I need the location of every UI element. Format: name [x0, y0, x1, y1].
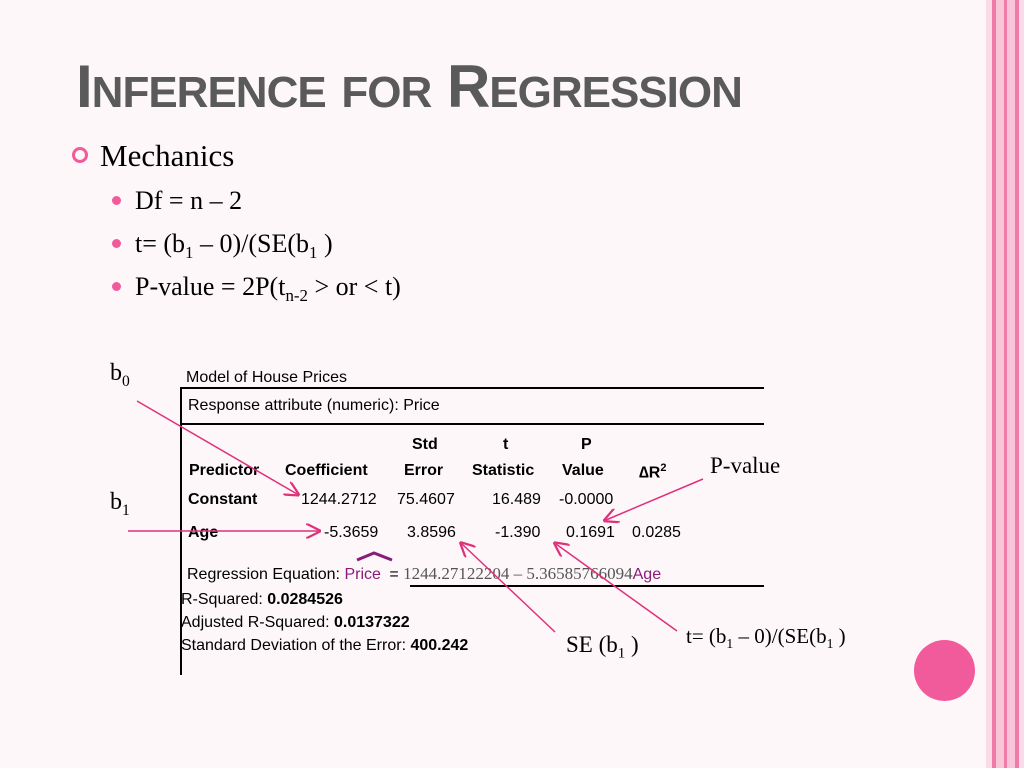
model-title: Model of House Prices: [186, 369, 347, 386]
row-age-std-error: 3.8596: [407, 524, 456, 541]
header-coefficient: Coefficient: [285, 462, 368, 479]
row-constant-coefficient: 1244.2712: [301, 491, 377, 508]
arrow-b0: [137, 401, 297, 494]
arrow-pvalue: [606, 479, 703, 520]
header-t: t: [503, 436, 509, 453]
row-age-predictor: Age: [188, 524, 219, 541]
bullet-mechanics-text: Mechanics: [100, 138, 235, 173]
sub-bullet-pvalue: P-value = $2P(t_{n-2}$ > or < t): [112, 272, 401, 306]
row-age-p: 0.1691: [566, 524, 615, 541]
label-se: SE ($b_1$ ): [566, 632, 639, 662]
title-word-2: FOR: [341, 68, 432, 117]
row-age-coefficient: -5.3659: [324, 524, 379, 541]
row-constant-std-error: 75.4607: [397, 491, 455, 508]
decorative-circle: [914, 640, 975, 701]
adjusted-r-squared: Adjusted R-Squared: 0.0137322: [181, 614, 410, 631]
hat-mark: [357, 553, 392, 560]
header-predictor: Predictor: [189, 462, 260, 479]
row-constant-p: -0.0000: [559, 491, 614, 508]
row-age-delta-r2: 0.0285: [632, 524, 681, 541]
row-constant-predictor: Constant: [188, 491, 258, 508]
header-p: P: [581, 436, 592, 453]
label-t-formula: $t= (b_1 - 0)/(SE(b_1$ ): [686, 624, 846, 652]
row-constant-t: 16.489: [492, 491, 541, 508]
arrow-se: [462, 544, 555, 632]
response-attribute: Response attribute (numeric): Price: [188, 397, 440, 414]
header-std: Std: [412, 436, 438, 453]
header-value: Value: [562, 462, 604, 479]
header-error: Error: [404, 462, 444, 479]
row-age-t: -1.390: [495, 524, 541, 541]
sd-error: Standard Deviation of the Error: 400.242: [181, 637, 469, 654]
sub-bullet-df-text: Df = n – 2: [135, 186, 243, 215]
title-word-1: INFERENCE: [76, 53, 326, 120]
regression-equation: Regression Equation: Price = 1244.27122204 – 5.36585766094Age: [187, 564, 662, 583]
label-b1: $b_1$: [110, 489, 130, 519]
header-delta-r2: $\Delta R^2$: [639, 462, 667, 482]
arrow-t: [556, 544, 677, 631]
r-squared: R-Squared: 0.0284526: [181, 591, 343, 608]
sub-bullet-t: $t= (b_1 - 0)/(SE(b_1$ ): [112, 229, 333, 263]
header-statistic: Statistic: [472, 462, 535, 479]
label-pvalue: P-value: [710, 453, 781, 478]
label-b0: $b_0$: [110, 360, 130, 390]
title-word-3: REGRESSION: [446, 53, 742, 120]
